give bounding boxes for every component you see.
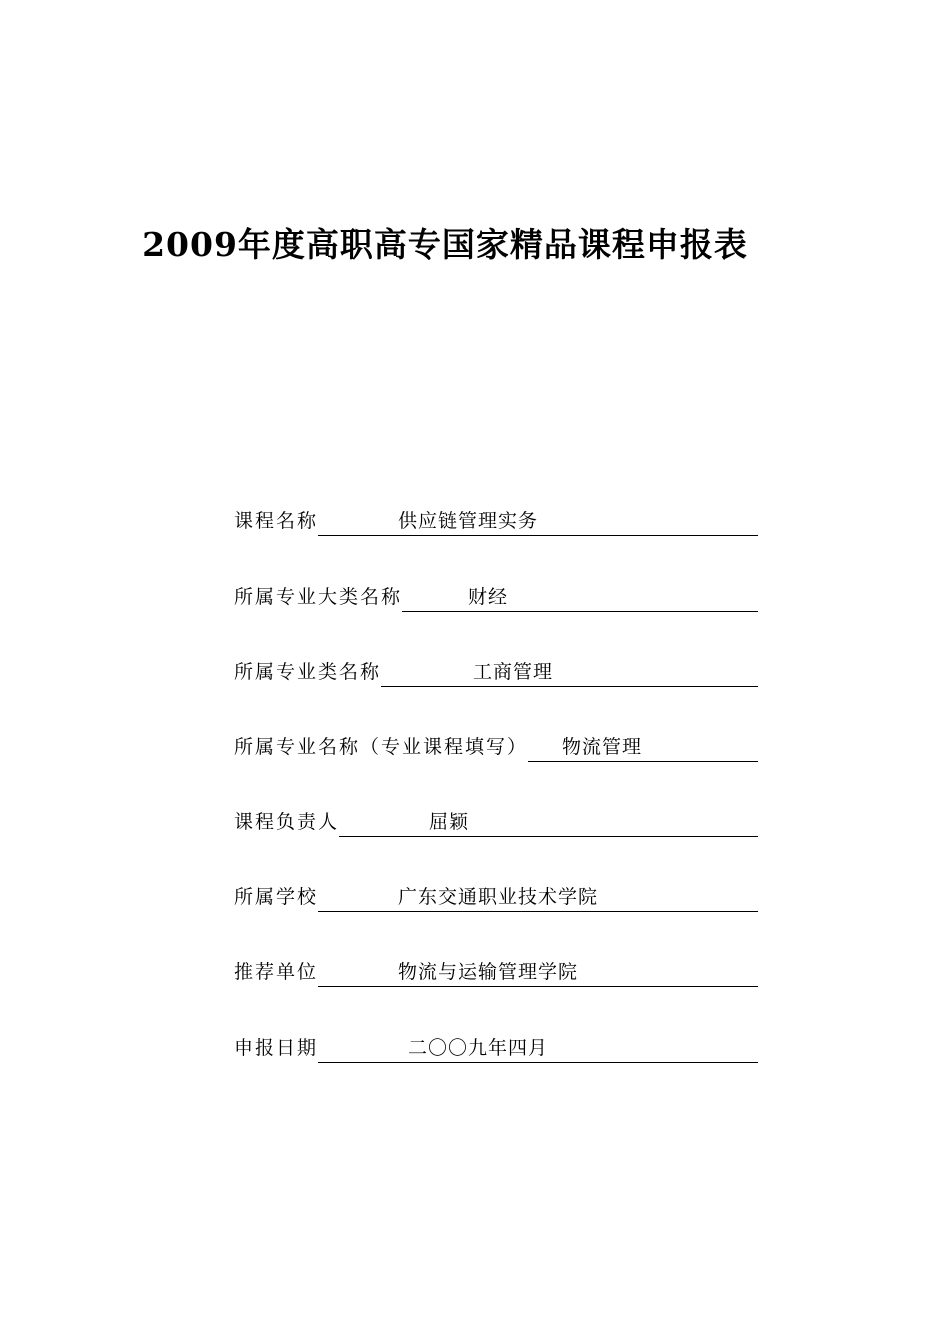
field-major-name bbox=[234, 732, 758, 762]
field-recommending-unit bbox=[234, 957, 758, 987]
field-label: 所属专业名称（专业课程填写） bbox=[234, 736, 529, 758]
field-underline bbox=[318, 884, 758, 912]
field-label: 所属专业类名称 bbox=[234, 661, 382, 683]
field-value: 屈颖 bbox=[429, 811, 470, 833]
field-label: 课程负责人 bbox=[234, 811, 340, 833]
field-underline bbox=[318, 1035, 758, 1063]
field-label: 所属学校 bbox=[234, 886, 319, 908]
field-label: 所属专业大类名称 bbox=[234, 586, 403, 608]
field-application-date bbox=[234, 1033, 758, 1063]
field-underline bbox=[318, 959, 758, 987]
field-underline bbox=[339, 809, 758, 837]
field-value: 物流与运输管理学院 bbox=[398, 961, 579, 983]
field-value: 财经 bbox=[468, 586, 509, 608]
field-value: 供应链管理实务 bbox=[398, 510, 539, 532]
field-major-category bbox=[234, 582, 758, 612]
field-course-leader bbox=[234, 807, 758, 837]
field-value: 广东交通职业技术学院 bbox=[398, 886, 599, 908]
field-value: 工商管理 bbox=[473, 661, 554, 683]
field-underline bbox=[318, 508, 758, 536]
field-value: 物流管理 bbox=[562, 736, 643, 758]
field-school bbox=[234, 882, 758, 912]
field-value: 二〇〇九年四月 bbox=[408, 1037, 549, 1059]
field-major-class bbox=[234, 657, 758, 687]
field-course-name bbox=[234, 506, 758, 536]
field-underline bbox=[381, 659, 758, 687]
field-label: 课程名称 bbox=[234, 510, 319, 532]
field-underline bbox=[528, 734, 758, 762]
document-title: 2009年度高职高专国家精品课程申报表 bbox=[142, 225, 748, 264]
field-label: 申报日期 bbox=[234, 1037, 319, 1059]
field-label: 推荐单位 bbox=[234, 961, 319, 983]
field-underline bbox=[402, 584, 758, 612]
